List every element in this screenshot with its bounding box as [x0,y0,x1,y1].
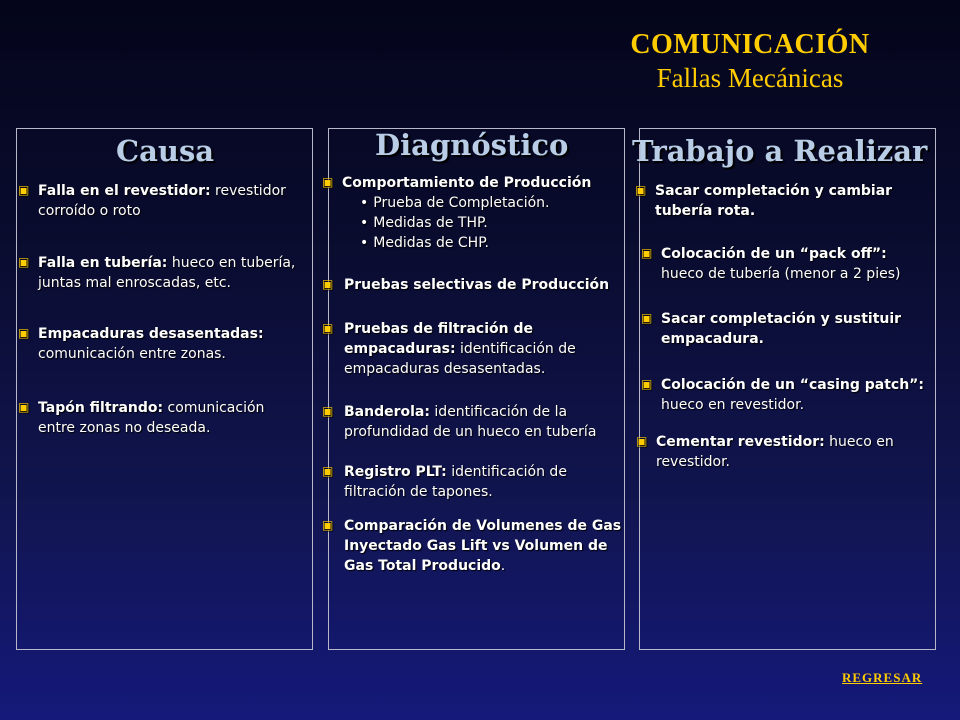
item-bold: Cementar revestidor: [656,434,825,450]
trabajo-item [641,244,931,284]
bullet-icon: ▣ [635,183,647,197]
item-text: identificación de empacaduras desasentadas. [344,341,576,377]
sub-item: • Medidas de THP. [360,213,622,233]
item-bold: Colocación de un “casing patch”: [661,377,924,393]
item-bold: Comportamiento de Producción [342,175,592,191]
item-text: identificación de la profundidad de un hueco en tubería [344,404,597,440]
causa-item [18,398,303,438]
bullet-icon: ▣ [636,434,648,448]
item-text: revestidor corroído o roto [38,183,286,219]
bullet-icon: ▣ [641,311,653,325]
item-text: . [500,558,506,574]
diagnostico-item [322,319,612,379]
bullet-icon: ▣ [322,321,334,335]
item-bold: Falla en el revestidor: [38,183,211,199]
item-bold: Pruebas selectivas de Producción [344,277,610,293]
sub-list [322,193,622,253]
item-bold: Registro PLT: [344,464,447,480]
trabajo-item [641,375,947,415]
bullet-icon: ▣ [322,277,334,291]
bullet-icon: ▣ [18,326,30,340]
item-bold: Banderola: [344,404,430,420]
item-bold: Empacaduras desasentadas: [38,326,264,342]
trabajo-item [636,432,921,472]
bullet-icon: ▣ [322,404,334,418]
bullet-icon: ▣ [322,464,334,478]
bullet-icon: ▣ [322,518,334,532]
item-text: hueco de tubería (menor a 2 pies) [661,266,901,282]
diagnostico-item [322,462,612,502]
sub-item: • Medidas de CHP. [360,233,622,253]
item-bold: Sacar completación y cambiar tubería rota. [655,183,893,219]
slide-title [600,28,900,94]
title-main: COMUNICACIÓN [630,29,870,60]
heading-causa: Causa [116,134,215,168]
item-bold: Colocación de un “pack off”: [661,246,887,262]
bullet-icon: ▣ [18,255,30,269]
bullet-icon: ▣ [641,377,653,391]
item-bold: Falla en tubería: [38,255,168,271]
diagnostico-item [322,173,622,253]
item-bold: Sacar completación y sustituir empacadura. [661,311,902,347]
causa-item [18,181,310,221]
diagnostico-item [322,275,634,295]
bullet-icon: ▣ [641,246,653,260]
item-text: comunicación entre zonas no deseada. [38,400,265,436]
causa-item [18,253,314,293]
diagnostico-item [322,402,622,442]
bullet-icon: ▣ [322,175,334,189]
heading-diagnostico: Diagnóstico [375,128,569,162]
trabajo-item [635,181,920,221]
item-bold: Tapón filtrando: [38,400,164,416]
sub-item: • Prueba de Completación. [360,193,622,213]
item-bold: Pruebas de filtración de empacaduras: [344,321,533,357]
item-text: comunicación entre zonas. [38,346,226,362]
item-text: hueco en revestidor. [661,397,805,413]
heading-trabajo: Trabajo a Realizar [632,134,928,168]
item-text: identificación de filtración de tapones. [344,464,567,500]
title-subtitle: Fallas Mecánicas [656,63,844,93]
bullet-icon: ▣ [18,183,30,197]
item-text: hueco en revestidor. [656,434,894,470]
regresar-link[interactable]: REGRESAR [842,670,923,685]
item-bold: Comparación de Volumenes de Gas Inyectado Gas Lift vs Volumen de Gas Total Producido [344,518,622,574]
item-text: hueco en tubería, juntas mal enroscadas, etc. [38,255,296,291]
bullet-icon: ▣ [18,400,30,414]
causa-item [18,324,303,364]
trabajo-item [641,309,926,349]
diagnostico-item [322,516,640,576]
